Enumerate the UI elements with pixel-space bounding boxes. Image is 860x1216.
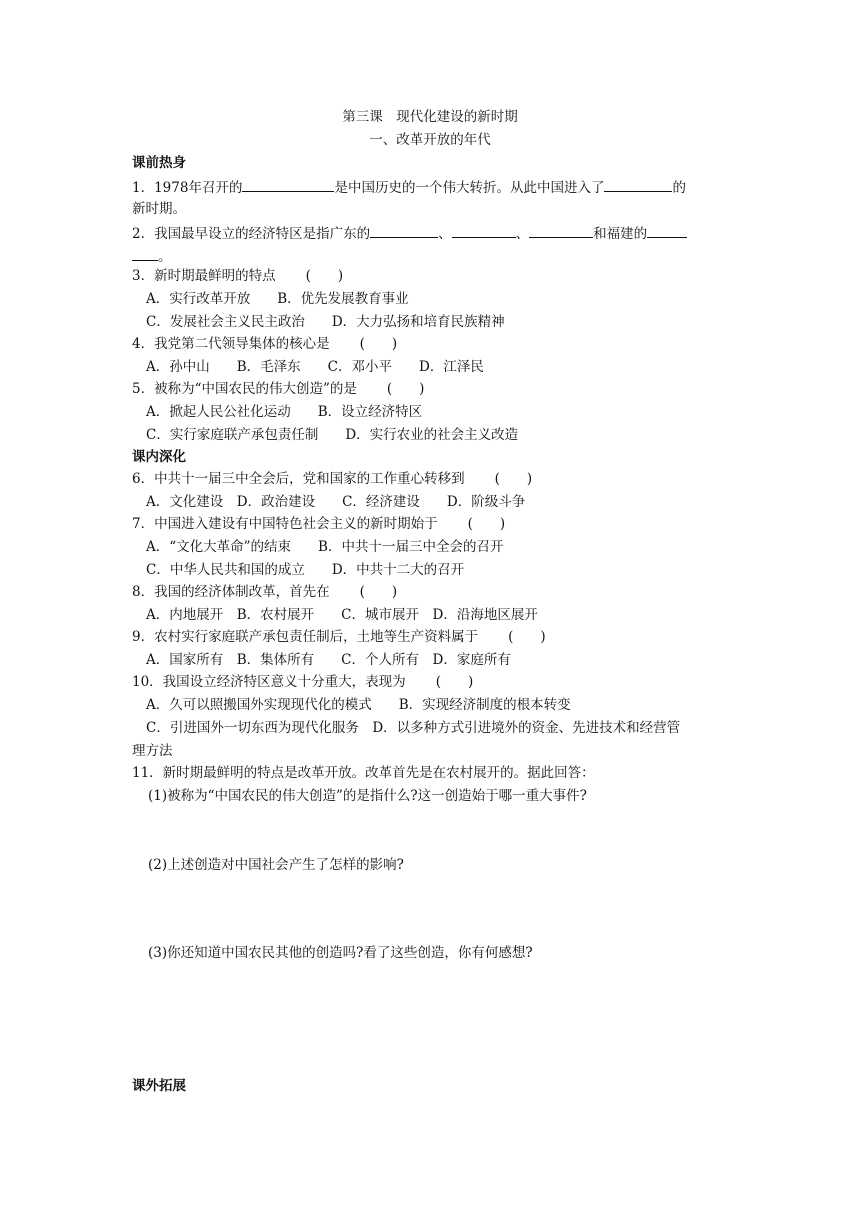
question-7: 7．中国进入建设有中国特色社会主义的新时期始于 ( ) xyxy=(132,516,506,532)
answer-paren[interactable]: ( ) xyxy=(359,584,398,600)
answer-paren[interactable]: ( ) xyxy=(435,674,474,690)
question-7-options-ab: A．“文化大革命”的结束 B．中共十一届三中全会的召开 xyxy=(146,539,504,555)
question-11: 11．新时期最鲜明的特点是改革开放。改革首先是在农村展开的。据此回答： xyxy=(132,765,595,781)
question-4-options: A．孙中山 B．毛泽东 C．邓小平 D．江泽民 xyxy=(146,359,484,375)
section-heading-in: 课内深化 xyxy=(132,449,186,465)
question-4: 4．我党第二代领导集体的核心是 ( ) xyxy=(132,336,398,352)
question-6: 6．中共十一届三中全会后，党和国家的工作重心转移到 ( ) xyxy=(132,471,533,487)
question-3-options-cd: C．发展社会主义民主政治 D．大力弘扬和培育民族精神 xyxy=(146,314,505,330)
question-1: 1．1978年召开的 是中国历史的一个伟大转折。从此中国进入了 的 xyxy=(132,176,686,198)
page-title: 第三课 现代化建设的新时期 xyxy=(342,109,518,125)
question-10: 10．我国设立经济特区意义十分重大，表现为 ( ) xyxy=(132,674,474,690)
question-11-part-3: (3)你还知道中国农民其他的创造吗?看了这些创造，你有何感想? xyxy=(148,945,533,961)
question-2: 2．我国最早设立的经济特区是指广东的 、 、 和福建的 xyxy=(132,222,687,244)
question-3: 3．新时期最鲜明的特点 ( ) xyxy=(132,268,344,284)
answer-blank[interactable] xyxy=(529,222,593,238)
question-7-options-cd: C．中华人民共和国的成立 D．中共十二大的召开 xyxy=(146,562,465,578)
question-8-options: A．内地展开 B．农村展开 C．城市展开 D．沿海地区展开 xyxy=(146,607,538,623)
answer-blank[interactable] xyxy=(604,176,672,192)
question-2-cont: 。 xyxy=(132,245,172,267)
answer-paren[interactable]: ( ) xyxy=(305,268,344,284)
answer-paren[interactable]: ( ) xyxy=(467,516,506,532)
answer-paren[interactable]: ( ) xyxy=(508,629,546,645)
section-heading-ext: 课外拓展 xyxy=(132,1078,186,1094)
question-5-options-ab: A．掀起人民公社化运动 B．设立经济特区 xyxy=(146,404,423,420)
question-6-options: A．文化建设 D．政治建设 C．经济建设 D．阶级斗争 xyxy=(146,494,526,510)
question-10-options-cd: C．引进国外一切东西为现代化服务 D．以多种方式引进境外的资金、先进技术和经营管 xyxy=(146,720,681,736)
section-heading-pre: 课前热身 xyxy=(132,155,186,171)
question-3-options-ab: A．实行改革开放 B．优先发展教育事业 xyxy=(146,291,409,307)
question-10-options-ab: A．久可以照搬国外实现现代化的模式 B．实现经济制度的根本转变 xyxy=(146,697,571,713)
answer-blank[interactable] xyxy=(242,176,334,192)
answer-paren[interactable]: ( ) xyxy=(386,381,425,397)
page-subtitle: 一、改革开放的年代 xyxy=(369,132,491,148)
answer-paren[interactable]: ( ) xyxy=(494,471,533,487)
answer-blank[interactable] xyxy=(370,222,438,238)
question-11-part-2: (2)上述创造对中国社会产生了怎样的影响? xyxy=(148,857,404,873)
answer-blank[interactable] xyxy=(647,222,687,238)
question-9-options: A．国家所有 B．集体所有 C．个人所有 D．家庭所有 xyxy=(146,652,511,668)
question-8: 8．我国的经济体制改革，首先在 ( ) xyxy=(132,584,398,600)
answer-blank[interactable] xyxy=(132,245,158,261)
question-9: 9．农村实行家庭联产承包责任制后，土地等生产资料属于 ( ) xyxy=(132,629,546,645)
answer-paren[interactable]: ( ) xyxy=(359,336,398,352)
question-1-cont: 新时期。 xyxy=(132,201,186,217)
question-11-part-1: (1)被称为“中国农民的伟大创造”的是指什么?这一创造始于哪一重大事件? xyxy=(148,788,587,804)
answer-blank[interactable] xyxy=(452,222,516,238)
question-5: 5．被称为“中国农民的伟大创造”的是 ( ) xyxy=(132,381,425,397)
question-10-options-cont: 理方法 xyxy=(132,743,173,759)
question-5-options-cd: C．实行家庭联产承包责任制 D．实行农业的社会主义改造 xyxy=(146,427,519,443)
